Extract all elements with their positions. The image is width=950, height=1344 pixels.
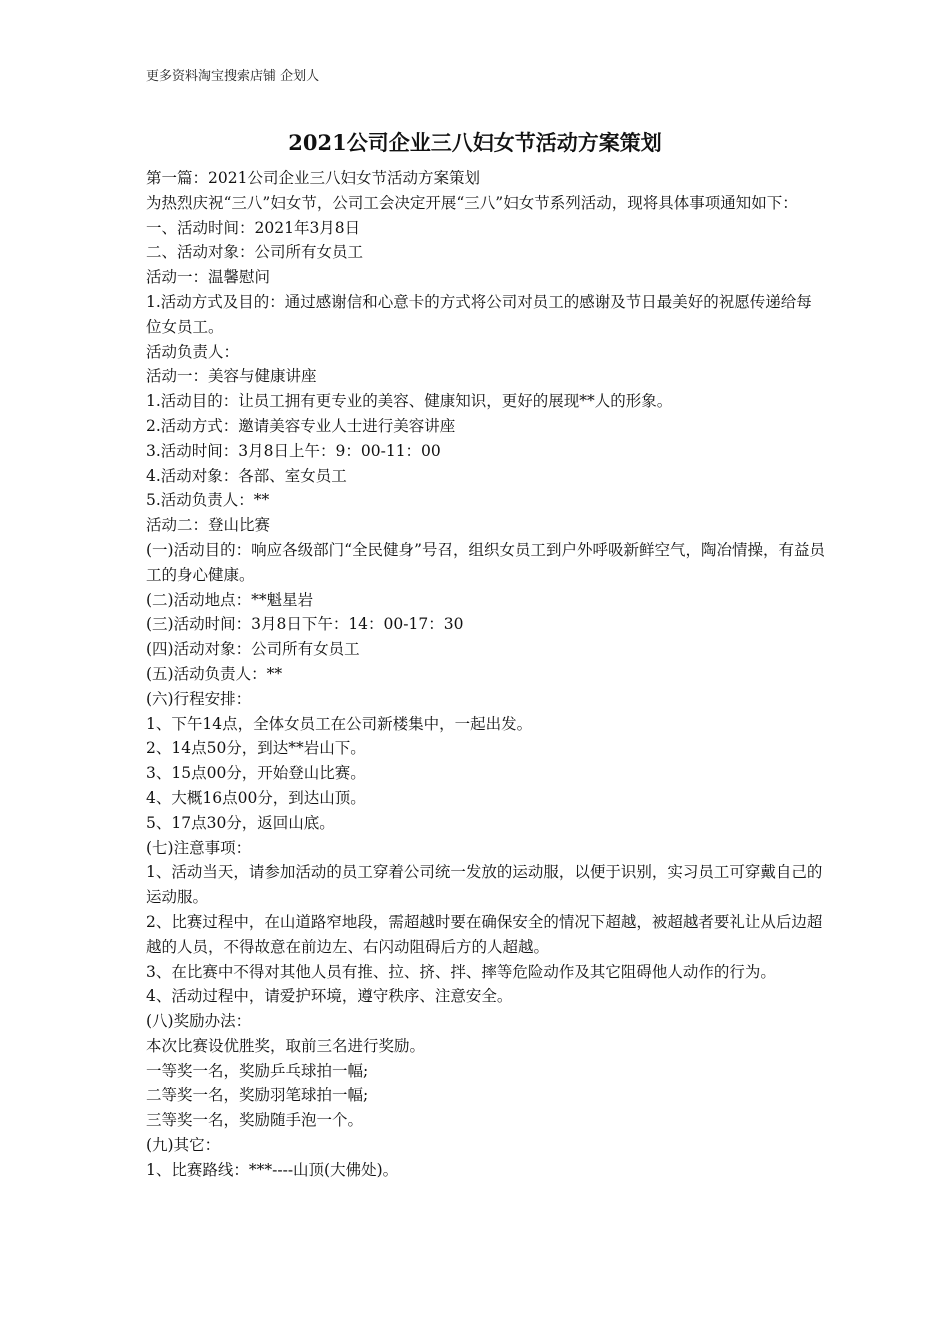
paragraph-lecture-time: 3.活动时间：3月8日上午：9：00-11：00 — [146, 441, 441, 460]
paragraph-hiking-audience: (四)活动对象：公司所有女员工 — [146, 640, 360, 659]
paragraph-note-item: 3、在比赛中不得对其他人员有推、拉、挤、拌、摔等危险动作及其它阻碍他人动作的行为。 — [146, 962, 776, 981]
paragraph-reward-item: 三等奖一名，奖励随手泡一个。 — [146, 1111, 364, 1130]
paragraph-lecture-method: 2.活动方式：邀请美容专业人士进行美容讲座 — [146, 416, 456, 435]
paragraph-part-one-heading: 第一篇：2021公司企业三八妇女节活动方案策划 — [146, 169, 480, 187]
paragraph-rewards-heading: (八)奖励办法： — [146, 1012, 252, 1031]
paragraph-schedule-heading: (六)行程安排： — [146, 689, 252, 708]
paragraph-schedule-item: 1、下午14点，全体女员工在公司新楼集中，一起出发。 — [146, 714, 533, 733]
document-title: 2021公司企业三八妇女节活动方案策划 — [288, 130, 662, 155]
paragraph-schedule-item: 5、17点30分，返回山底。 — [146, 813, 335, 832]
paragraph-hiking-time: (三)活动时间：3月8日下午：14：00-17：30 — [146, 615, 464, 634]
paragraph-note-item: 2、比赛过程中，在山道路窄地段，需超越时要在确保安全的情况下超越，被超越者要礼让从后边超越的人员，不得故意在前边左、右闪动阻碍后方的人超越。 — [146, 912, 823, 956]
paragraph-activity-one-greeting: 活动一：温馨慰问 — [146, 268, 271, 287]
paragraph-schedule-item: 2、14点50分，到达**岩山下。 — [146, 739, 366, 758]
paragraph-hiking-purpose: (一)活动目的：响应各级部门“全民健身”号召，组织女员工到户外呼吸新鲜空气，陶冶情操，有益员工的身心健康。 — [146, 540, 825, 584]
document-body — [146, 166, 826, 1183]
paragraph-reward-item: 一等奖一名，奖励乒乓球拍一幅; — [146, 1061, 369, 1080]
paragraph-activity-two-hiking: 活动二：登山比赛 — [146, 516, 271, 535]
paragraph-note-item: 4、活动过程中，请爱护环境，遵守秩序、注意安全。 — [146, 987, 513, 1006]
paragraph-rewards-intro: 本次比赛设优胜奖，取前三名进行奖励。 — [146, 1036, 426, 1055]
paragraph-event-audience: 二、活动对象：公司所有女员工 — [146, 243, 364, 262]
paragraph-lecture-purpose: 1.活动目的：让员工拥有更专业的美容、健康知识，更好的展现**人的形象。 — [146, 392, 673, 411]
paragraph-event-time: 一、活动时间：2021年3月8日 — [146, 218, 361, 237]
paragraph-route: 1、比赛路线：***----山顶(大佛处)。 — [146, 1160, 399, 1179]
paragraph-greeting-owner: 活动负责人： — [146, 342, 240, 361]
paragraph-reward-item: 二等奖一名，奖励羽笔球拍一幅; — [146, 1086, 369, 1105]
header-note: 更多资料淘宝搜索店铺 企划人 — [146, 69, 320, 84]
paragraph-activity-one-lecture: 活动一：美容与健康讲座 — [146, 367, 317, 386]
paragraph-greeting-method: 1.活动方式及目的：通过感谢信和心意卡的方式将公司对员工的感谢及节日最美好的祝愿传递给每位女员工。 — [146, 292, 812, 336]
paragraph-schedule-item: 4、大概16点00分，到达山顶。 — [146, 788, 366, 807]
paragraph-hiking-owner: (五)活动负责人：** — [146, 664, 283, 683]
paragraph-lecture-audience: 4.活动对象：各部、室女员工 — [146, 466, 347, 485]
paragraph-hiking-location: (二)活动地点：**魁星岩 — [146, 590, 314, 609]
paragraph-other-heading: (九)其它： — [146, 1136, 221, 1155]
paragraph-notes-heading: (七)注意事项： — [146, 838, 252, 857]
paragraph-lecture-owner: 5.活动负责人：** — [146, 491, 270, 510]
paragraph-note-item: 1、活动当天，请参加活动的员工穿着公司统一发放的运动服，以便于识别，实习员工可穿戴自己的运动服。 — [146, 863, 823, 907]
paragraph-schedule-item: 3、15点00分，开始登山比赛。 — [146, 764, 366, 783]
paragraph-intro: 为热烈庆祝“三八”妇女节，公司工会决定开展“三八”妇女节系列活动，现将具体事项通知如下： — [146, 193, 798, 212]
